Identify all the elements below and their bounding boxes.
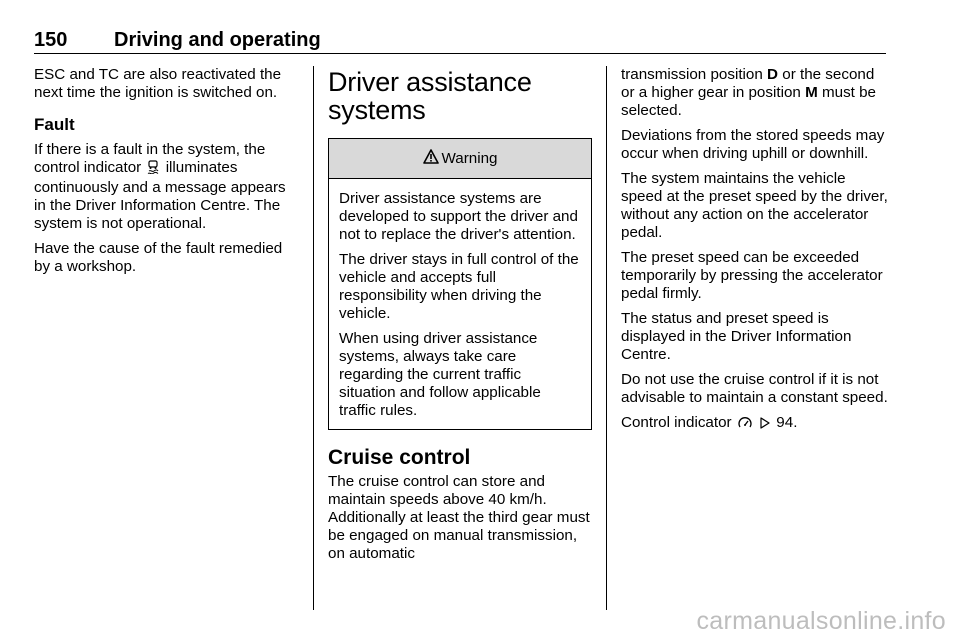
- esc-reactivation-text: ESC and TC are also reactivated the next time the ignition is switched on.: [34, 66, 282, 101]
- fault-paragraph: If there is a fault in the system, the control indicator illuminates continuously and a message appears in the Driver Information Centre. The system is not operational.: [34, 141, 286, 232]
- do-not-use-text: Do not use the cruise control if it is not advisable to maintain a constant speed.: [621, 371, 888, 406]
- esc-off-car-icon: [147, 160, 159, 179]
- column-left: [34, 66, 300, 283]
- workshop-text: Have the cause of the fault remedied by a workshop.: [34, 240, 283, 275]
- cruise-control-intro: The cruise control can store and maintain speeds above 40 km/h. Additionally at least the third gear must be engaged on manual transmission, on automatic: [328, 473, 590, 562]
- warning-box: [328, 138, 592, 430]
- column-divider-right: [606, 66, 607, 610]
- driver-assistance-heading: Driver assistance systems: [328, 67, 532, 125]
- warning-triangle-icon: [423, 149, 439, 169]
- gear-d-label: D: [767, 66, 779, 83]
- transmission-text: transmission position D or the second or a higher gear in position M must be selected.: [621, 66, 876, 119]
- watermark: carmanualsonline.info: [696, 607, 946, 635]
- page-header: [34, 27, 886, 54]
- column-middle: [328, 66, 592, 570]
- column-divider-left: [313, 66, 314, 610]
- page-reference-arrow-icon[interactable]: [760, 416, 770, 434]
- exceed-speed-text: The preset speed can be exceeded temporarily by pressing the accelerator pedal firmly.: [621, 249, 883, 302]
- control-indicator-text: Control indicator 94.: [621, 414, 889, 434]
- warning-text-2: The driver stays in full control of the vehicle and accepts full responsibility when driving the vehicle.: [339, 251, 579, 322]
- column-right: [621, 66, 889, 441]
- page-reference[interactable]: 94.: [776, 414, 798, 431]
- cruise-control-icon: [738, 416, 752, 434]
- warning-body: [329, 179, 591, 429]
- fault-heading: Fault: [34, 115, 75, 134]
- deviation-text: Deviations from the stored speeds may occur when driving uphill or downhill.: [621, 127, 885, 162]
- cruise-control-heading: Cruise control: [328, 446, 471, 469]
- page-number: 150: [34, 29, 68, 51]
- section-title: Driving and operating: [114, 29, 321, 51]
- maintain-speed-text: The system maintains the vehicle speed at the preset speed by the driver, without any action on the accelerator pedal.: [621, 170, 888, 241]
- warning-header: [329, 139, 591, 179]
- status-display-text: The status and preset speed is displayed in the Driver Information Centre.: [621, 310, 852, 363]
- warning-label: Warning: [441, 149, 498, 167]
- warning-text-1: Driver assistance systems are developed to support the driver and not to replace the driver's attention.: [339, 190, 578, 243]
- warning-text-3: When using driver assistance systems, always take care regarding the current traffic situation and follow applicable traffic rules.: [339, 330, 541, 419]
- gear-m-label: M: [805, 84, 818, 101]
